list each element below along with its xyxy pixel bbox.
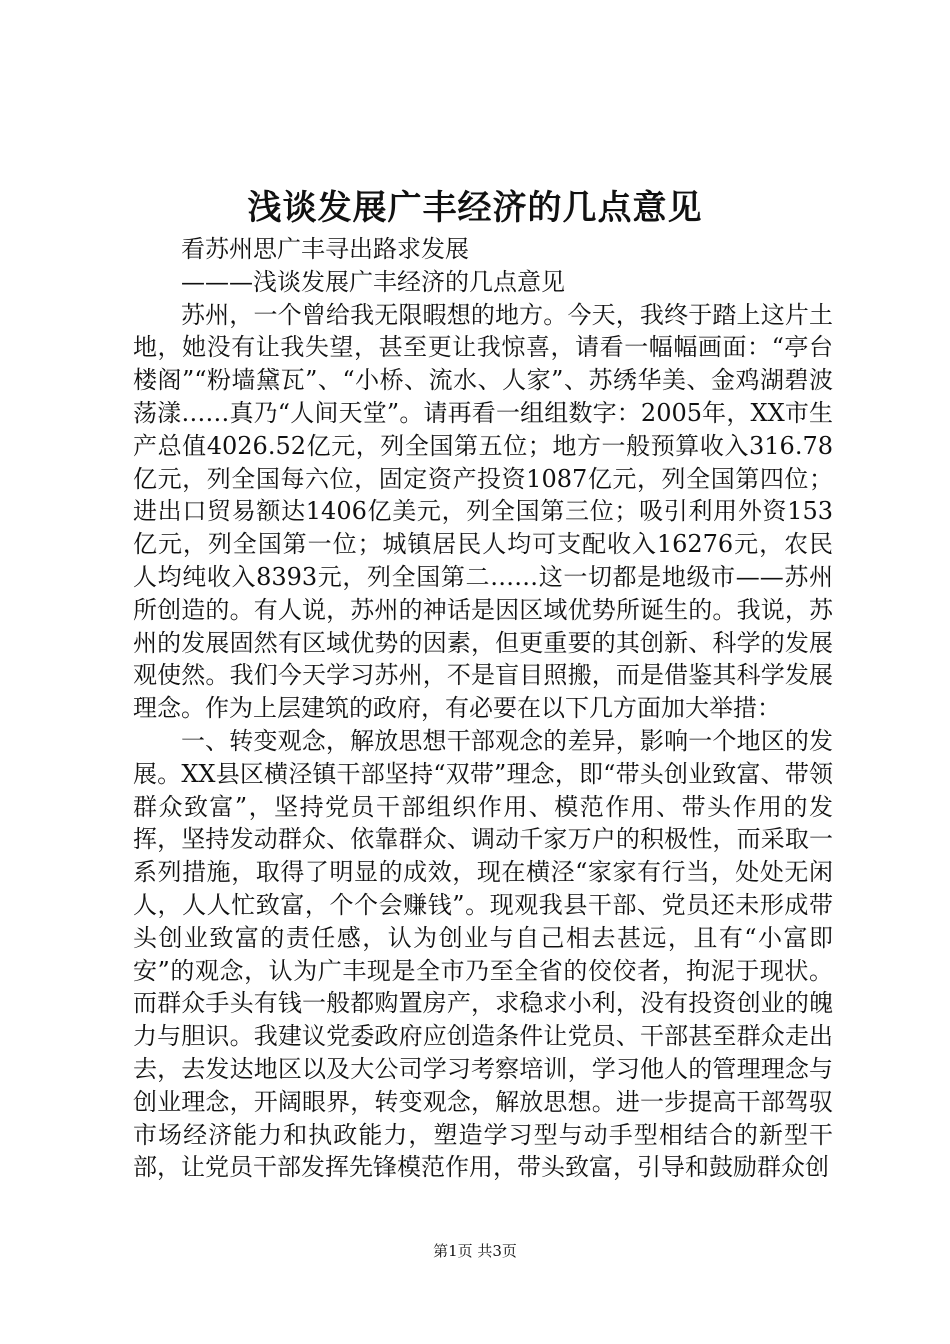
- subtitle-dash-line: ———浅谈发展广丰经济的几点意见: [181, 267, 565, 296]
- document-title: 浅谈发展广丰经济的几点意见: [247, 188, 703, 228]
- page-footer: 第1页 共3页: [433, 1242, 517, 1260]
- subtitle-line: 看苏州思广丰寻出路求发展: [181, 235, 469, 263]
- document-body: [133, 233, 833, 1184]
- body-paragraph-intro: 苏州，一个曾给我无限暇想的地方。今天，我终于踏上这片土地，她没有让我失望，甚至更让我惊喜，请看一幅幅画面：“亭台楼阁”“粉墙黛瓦”、“小桥、流水、人家”、苏绣华美、金鸡湖碧波荡漾……真乃“人间天堂”。请再看一组组数字：2005年，XX市生产总值4026.52亿元，列全国第五位；地方一般预算收入316.78亿元，列全国每六位，固定资产投资1087亿元，列全国第四位；进出口贸易额达1406亿美元，列全国第三位；吸引利用外资153亿元，列全国第一位；城镇居民人均可支配收入16276元，农民人均纯收入8393元，列全国第二……这一切都是地级市——苏州所创造的。有人说，苏州的神话是因区域优势所诞生的。我说，苏州的发展固然有区域优势的因素，但更重要的其创新、科学的发展观使然。我们今天学习苏州，不是盲目照搬，而是借鉴其科学发展理念。作为上层建筑的政府，有必要在以下几方面加大举措：: [133, 300, 833, 723]
- body-paragraph-section-1: 一、转变观念，解放思想干部观念的差异，影响一个地区的发展。XX县区横泾镇干部坚持“双带”理念，即“带头创业致富、带领群众致富”，坚持党员干部组织作用、模范作用、带头作用的发挥，坚持发动群众、依靠群众、调动千家万户的积极性，而采取一系列措施，取得了明显的成效，现在横泾“家家有行当，处处无闲人，人人忙致富，个个会赚钱”。现观我县干部、党员还未形成带头创业致富的责任感，认为创业与自己相去甚远，且有“小富即安”的观念，认为广丰现是全市乃至全省的佼佼者，拘泥于现状。而群众手头有钱一般都购置房产，求稳求小利，没有投资创业的魄力与胆识。我建议党委政府应创造条件让党员、干部甚至群众走出去，去发达地区以及大公司学习考察培训，学习他人的管理理念与创业理念，开阔眼界，转变观念，解放思想。进一步提高干部驾驭市场经济能力和执政能力，塑造学习型与动手型相结合的新型干部，让党员干部发挥先锋模范作用，带头致富，引导和鼓励群众创: [133, 726, 833, 1182]
